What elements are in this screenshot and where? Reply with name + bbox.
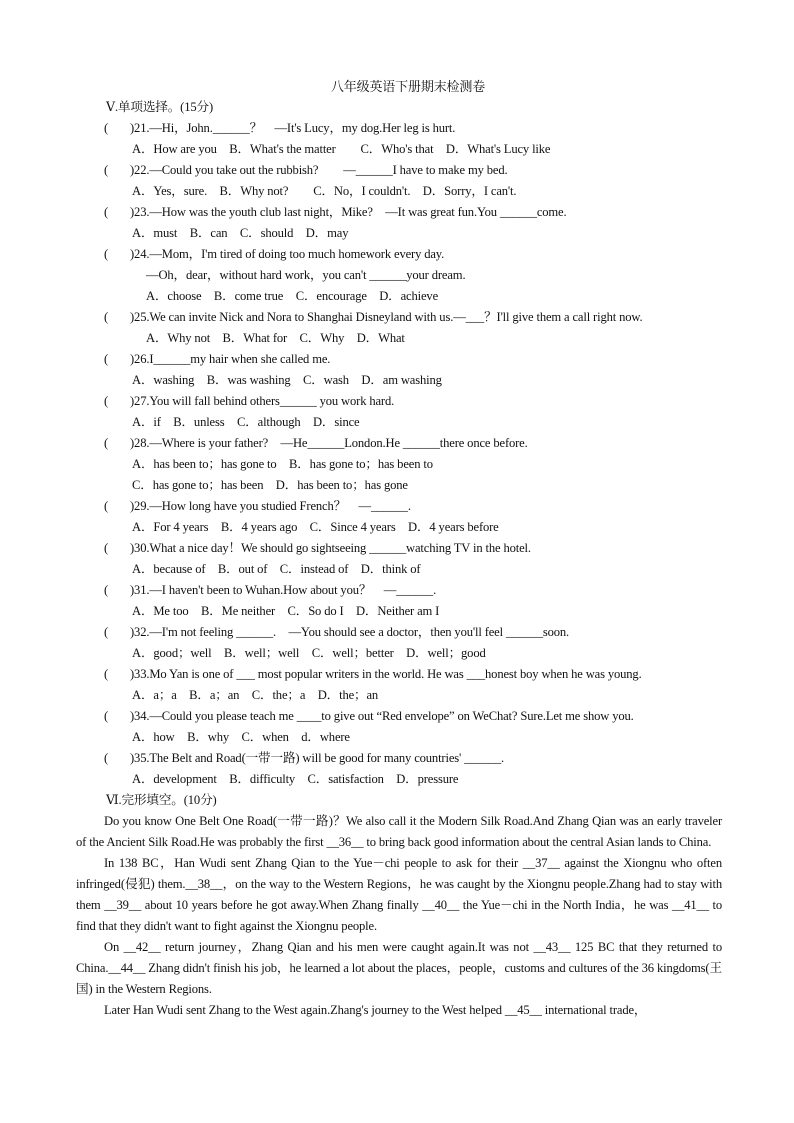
question-line <box>76 538 722 559</box>
options-line: A．How are you B．What's the matter C．Who's that D．What's Lucy like <box>132 142 551 156</box>
cloze-paragraph: On __42__ return journey，Zhang Qian and his men were caught again.It was not __43__ 125 BC that they returned to China.__44__ Zhang didn't finish his job，he learned a lot about the places，people，customs and cultures of the 36 kingdoms(王国) in the Western Regions. <box>76 940 722 996</box>
cloze-paragraph: In 138 BC，Han Wudi sent Zhang Qian to the Yue－chi people to ask for their __37__ against the Xiongnu who often infringed(侵犯) them.__38__，on the way to the Western Regions，he was caught by the Xiongnu people.Zhang had to stay with them __39__ about 10 years before he got away.When Zhang finally __40__ the Yue－chi in the North India，he was __41__ to find that they didn't want to fight against the Xiongnu people. <box>76 856 722 933</box>
question-line <box>76 244 722 265</box>
question-line <box>76 202 722 223</box>
answer-paren: ( <box>104 352 109 366</box>
question-line <box>76 580 722 601</box>
options-line: A．because of B．out of C．instead of D．think of <box>132 562 421 576</box>
question-text: )24.—Mom，I'm tired of doing too much homework every day. <box>130 247 445 261</box>
multiple-choice-list <box>76 118 722 790</box>
options-line: A．development B．difficulty C．satisfaction D．pressure <box>132 772 459 786</box>
question-text: )26.I______my hair when she called me. <box>130 352 331 366</box>
question-line <box>76 349 722 370</box>
answer-paren: ( <box>104 625 109 639</box>
answer-paren: ( <box>104 121 109 135</box>
question-text: )34.—Could you please teach me ____to give out “Red envelope” on WeChat? Sure.Let me show you. <box>130 709 634 723</box>
question-text: )25.We can invite Nick and Nora to Shanghai Disneyland with us.—___？I'll give them a call right now. <box>130 310 643 324</box>
question-text: )29.—How long have you studied French？ —______. <box>130 499 411 513</box>
question-text: )33.Mo Yan is one of ___ most popular writers in the world. He was ___honest boy when he was young. <box>130 667 642 681</box>
options-line: A．has been to；has gone to B．has gone to；has been to <box>132 457 433 471</box>
answer-paren: ( <box>104 751 109 765</box>
options-line: A．For 4 years B．4 years ago C．Since 4 years D．4 years before <box>132 520 499 534</box>
question-line <box>76 622 722 643</box>
options-line: A．a；a B．a；an C．the；a D．the；an <box>132 688 379 702</box>
options-line: A．must B．can C．should D．may <box>132 226 349 240</box>
answer-paren: ( <box>104 310 109 324</box>
answer-paren: ( <box>104 394 109 408</box>
question-text: )32.—I'm not feeling ______. —You should see a doctor，then you'll feel ______soon. <box>130 625 570 639</box>
answer-paren: ( <box>104 205 109 219</box>
options-line: A．choose B．come true C．encourage D．achieve <box>146 289 439 303</box>
question-text: )28.—Where is your father? —He______London.He ______there once before. <box>130 436 528 450</box>
question-text: )35.The Belt and Road(一带一路) will be good for many countries' ______. <box>130 751 505 765</box>
question-continuation: —Oh，dear，without hard work，you can't ______your dream. <box>146 268 466 282</box>
answer-paren: ( <box>104 247 109 261</box>
answer-paren: ( <box>104 583 109 597</box>
question-line <box>76 433 722 454</box>
options-line: A．good；well B．well；well C．well；better D．well；good <box>132 646 486 660</box>
question-text: )31.—I haven't been to Wuhan.How about you？ —______. <box>130 583 437 597</box>
options-line: A．washing B．was washing C．wash D．am washing <box>132 373 442 387</box>
question-line <box>76 307 722 328</box>
question-text: )21.—Hi，John.______？ —It's Lucy，my dog.Her leg is hurt. <box>130 121 456 135</box>
question-text: )23.—How was the youth club last night，Mike? —It was great fun.You ______come. <box>130 205 567 219</box>
page-title: 八年级英语下册期末检测卷 <box>330 79 486 94</box>
question-text: )30.What a nice day！We should go sightseeing ______watching TV in the hotel. <box>130 541 531 555</box>
options-line: C．has gone to；has been D．has been to；has gone <box>132 478 408 492</box>
answer-paren: ( <box>104 541 109 555</box>
section-heading-multiple-choice: Ⅴ.单项选择。(15分) <box>106 100 213 114</box>
question-line <box>76 664 722 685</box>
answer-paren: ( <box>104 436 109 450</box>
answer-paren: ( <box>104 499 109 513</box>
answer-paren: ( <box>104 667 109 681</box>
question-line <box>76 706 722 727</box>
options-line: A．if B．unless C．although D．since <box>132 415 360 429</box>
cloze-paragraph: Do you know One Belt One Road(一带一路)？We also call it the Modern Silk Road.And Zhang Qian was an early traveler of the Ancient Silk Road.He was probably the first __36__ to bring back good information about the central Asian lands to China. <box>76 814 722 849</box>
options-line: A．how B．why C．when d．where <box>132 730 350 744</box>
section-heading-cloze: Ⅵ.完形填空。(10分) <box>106 793 217 807</box>
question-line <box>76 748 722 769</box>
answer-paren: ( <box>104 709 109 723</box>
question-line <box>76 391 722 412</box>
answer-paren: ( <box>104 163 109 177</box>
question-line <box>76 118 722 139</box>
question-line <box>76 160 722 181</box>
cloze-passage <box>76 811 722 1021</box>
options-line: A．Why not B．What for C．Why D．What <box>146 331 405 345</box>
cloze-paragraph: Later Han Wudi sent Zhang to the West again.Zhang's journey to the West helped __45__ international trade， <box>104 1003 647 1017</box>
options-line: A．Me too B．Me neither C．So do I D．Neither am I <box>132 604 440 618</box>
question-text: )22.—Could you take out the rubbish? —______I have to make my bed. <box>130 163 508 177</box>
question-line <box>76 496 722 517</box>
options-line: A．Yes，sure. B．Why not? C．No，I couldn't. D．Sorry，I can't. <box>132 184 517 198</box>
question-text: )27.You will fall behind others______ you work hard. <box>130 394 395 408</box>
